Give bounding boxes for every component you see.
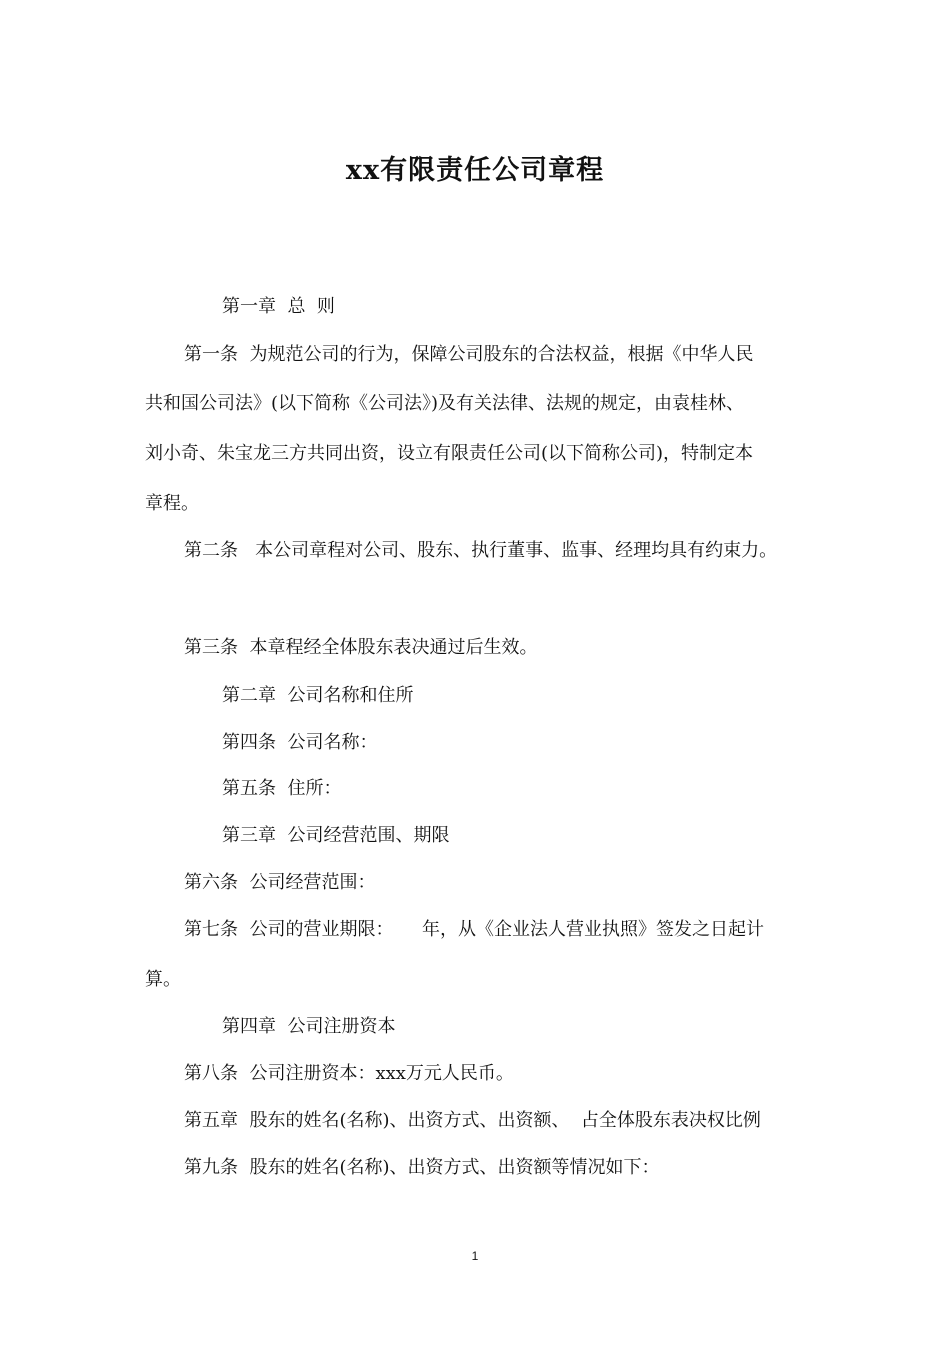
page-number: 1 bbox=[471, 1249, 479, 1263]
article-6: 第六条 公司经营范围： bbox=[184, 872, 376, 893]
article-1-line-3: 刘小奇、朱宝龙三方共同出资，设立有限责任公司(以下简称公司)，特制定本 bbox=[145, 443, 754, 464]
article-9: 第九条 股东的姓名(名称)、出资方式、出资额等情况如下： bbox=[184, 1157, 660, 1178]
article-8: 第八条 公司注册资本：xxx万元人民币。 bbox=[184, 1063, 514, 1084]
chapter-3-heading: 第三章 公司经营范围、期限 bbox=[222, 825, 450, 846]
chapter-5-heading: 第五章 股东的姓名(名称)、出资方式、出资额、 占全体股东表决权比例 bbox=[184, 1110, 761, 1131]
article-5: 第五条 住所： bbox=[222, 778, 342, 799]
chapter-2-heading: 第二章 公司名称和住所 bbox=[222, 685, 414, 706]
article-3: 第三条 本章程经全体股东表决通过后生效。 bbox=[184, 637, 538, 658]
document-title: xx有限责任公司章程 bbox=[345, 155, 605, 186]
article-4: 第四条 公司名称： bbox=[222, 732, 378, 753]
chapter-4-heading: 第四章 公司注册资本 bbox=[222, 1016, 396, 1037]
chapter-1-heading: 第一章 总 则 bbox=[222, 296, 335, 317]
article-7-line-1: 第七条 公司的营业期限： 年，从《企业法人营业执照》签发之日起计 bbox=[184, 919, 765, 940]
article-1-line-4: 章程。 bbox=[145, 493, 199, 514]
article-1-line-2: 共和国公司法》(以下简称《公司法》)及有关法律、法规的规定，由袁桂林、 bbox=[145, 393, 745, 414]
article-7-line-2: 算。 bbox=[145, 969, 181, 990]
article-1-line-1: 第一条 为规范公司的行为，保障公司股东的合法权益，根据《中华人民 bbox=[184, 344, 754, 365]
article-2: 第二条 本公司章程对公司、股东、执行董事、监事、经理均具有约束力。 bbox=[184, 540, 778, 561]
